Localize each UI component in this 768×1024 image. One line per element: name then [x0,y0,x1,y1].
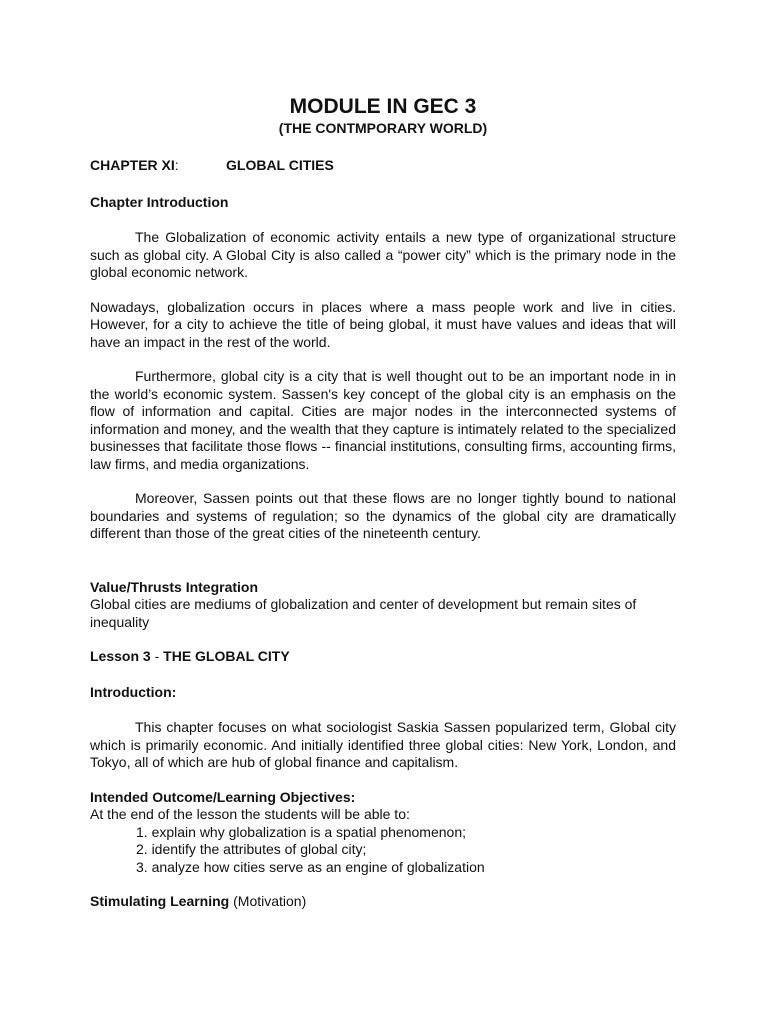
introduction-text: This chapter focuses on what sociologist Saskia Sassen popularized term, Global city which is primarily economic. And initially identified three global cities: New York, London, and Tokyo, all of which are hub of global finance and capitalism. [90,719,676,770]
lesson-heading [90,648,676,666]
intro-paragraph-2: Nowadays, globalization occurs in places where a mass people work and live in cities. However, for a city to achieve the title of being global, it must have values and ideas that will have an impact in the rest of the world. [90,298,676,350]
objective-item: 3. analyze how cities serve as an engine of globalization [136,858,485,875]
lesson-name: THE GLOBAL CITY [163,648,290,664]
lesson-separator: - [150,648,164,664]
chapter-heading [90,157,676,175]
objective-item: 2. identify the attributes of global city; [136,841,367,857]
chapter-label-group [90,157,226,175]
module-title: MODULE IN GEC 3 [289,95,477,118]
objectives-list [90,824,676,877]
value-thrusts-text: Global cities are mediums of globalization and center of development but remain sites of inequality [90,596,637,630]
chapter-label: CHAPTER XI [90,157,175,173]
intro-paragraph-4: Moreover, Sassen points out that these flows are no longer tightly bound to national boundaries and systems of regulation; so the dynamics of the global city are dramatically different than those of the great cities of the nineteenth century. [90,490,676,541]
value-thrusts-heading: Value/Thrusts Integration [90,578,259,595]
objectives-lead: At the end of the lesson the students will be able to: [90,806,410,822]
chapter-name: GLOBAL CITIES [226,157,334,173]
stimulating-learning-heading [90,893,676,911]
chapter-intro-heading: Chapter Introduction [90,193,229,210]
intro-paragraph-3: Furthermore, global city is a city that is well thought out to be an important node in in the world’s economic system. Sassen's key concept of the global city is an emphasis on the flow of information and capital. Cities are major nodes in the interconnected systems of information and money, and the wealth that they capture is intimately related to the specialized businesses that facilitate those flows -- financial institutions, consulting firms, accounting firms, law firms, and media organizations. [90,368,676,472]
stimulating-label: Stimulating Learning [90,893,230,909]
lesson-label: Lesson 3 [90,648,151,664]
document-page [90,94,676,911]
stimulating-note: (Motivation) [229,893,307,909]
intro-paragraph-1: The Globalization of economic activity entails a new type of organizational structure such as global city. A Global City is also called a “power city” which is the primary node in the global economic network. [90,229,676,280]
chapter-colon: : [174,157,179,173]
module-subtitle: (THE CONTMPORARY WORLD) [278,120,488,136]
objective-item: 1. explain why globalization is a spatial phenomenon; [136,823,466,840]
objectives-heading: Intended Outcome/Learning Objectives: [90,788,356,805]
introduction-heading: Introduction: [90,683,177,700]
